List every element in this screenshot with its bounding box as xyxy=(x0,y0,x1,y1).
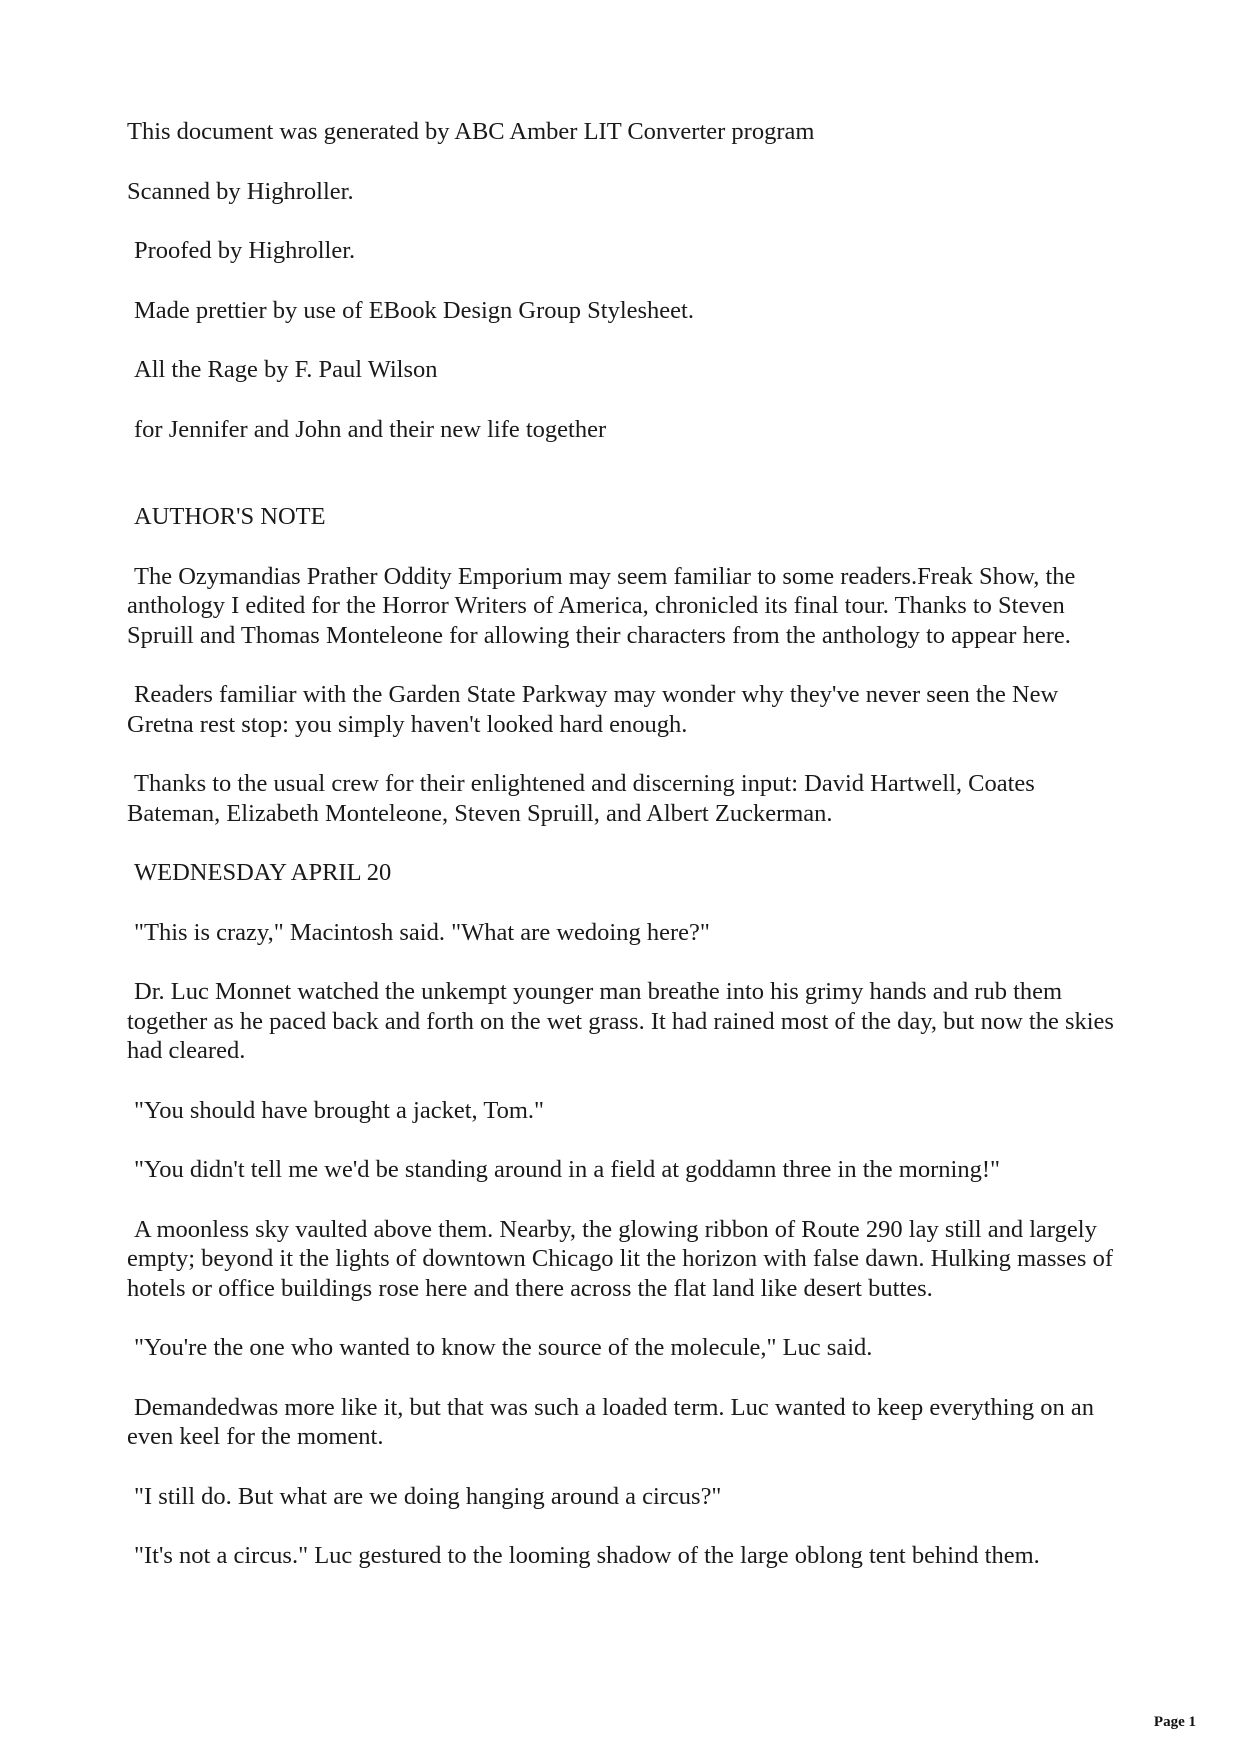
paragraph: This document was generated by ABC Amber LIT Converter program xyxy=(127,118,815,145)
paragraph: Proofed by Highroller. xyxy=(134,237,356,264)
document-body xyxy=(127,117,1127,1601)
chapter-date-heading: WEDNESDAY APRIL 20 xyxy=(134,859,392,886)
paragraph: Dr. Luc Monnet watched the unkempt younger man breathe into his grimy hands and rub them together as he paced back and forth on the wet grass. It had rained most of the day, but now the skies had cleared. xyxy=(127,978,1114,1064)
section-heading: AUTHOR'S NOTE xyxy=(134,503,326,530)
paragraph: The Ozymandias Prather Oddity Emporium may seem familiar to some readers.Freak Show, the anthology I edited for the Horror Writers of America, chronicled its final tour. Thanks to Steven Spruill and Thomas Monteleone for allowing their characters from the anthology to appear here. xyxy=(127,562,1076,649)
paragraph: "This is crazy," Macintosh said. "What are wedoing here?" xyxy=(134,918,710,946)
paragraph: Demandedwas more like it, but that was such a loaded term. Luc wanted to keep everything on an even keel for the moment. xyxy=(127,1393,1094,1450)
paragraph: Thanks to the usual crew for their enlightened and discerning input: David Hartwell, Coates Bateman, Elizabeth Monteleone, Steven Spruill, and Albert Zuckerman. xyxy=(127,770,1035,827)
paragraph: "You should have brought a jacket, Tom." xyxy=(134,1096,545,1124)
dedication: for Jennifer and John and their new life together xyxy=(134,415,607,443)
paragraph: "I still do. But what are we doing hanging around a circus?" xyxy=(134,1482,722,1510)
paragraph: Scanned by Highroller. xyxy=(127,177,354,205)
paragraph: A moonless sky vaulted above them. Nearby, the glowing ribbon of Route 290 lay still and largely empty; beyond it the lights of downtown Chicago lit the horizon with false dawn. Hulking masses of hotels or office buildings rose here and there across the flat land like desert buttes. xyxy=(127,1215,1113,1302)
page-number: Page 1 xyxy=(1153,1714,1196,1730)
paragraph: "It's not a circus." Luc gestured to the looming shadow of the large oblong tent behind them. xyxy=(134,1542,1040,1569)
paragraph: Made prettier by use of EBook Design Group Stylesheet. xyxy=(134,296,694,324)
paragraph: "You didn't tell me we'd be standing around in a field at goddamn three in the morning!" xyxy=(134,1156,1000,1183)
book-title-line: All the Rage by F. Paul Wilson xyxy=(134,356,438,383)
paragraph: Readers familiar with the Garden State Parkway may wonder why they've never seen the New Gretna rest stop: you simply haven't looked hard enough. xyxy=(127,681,1059,738)
paragraph: "You're the one who wanted to know the source of the molecule," Luc said. xyxy=(134,1334,873,1361)
